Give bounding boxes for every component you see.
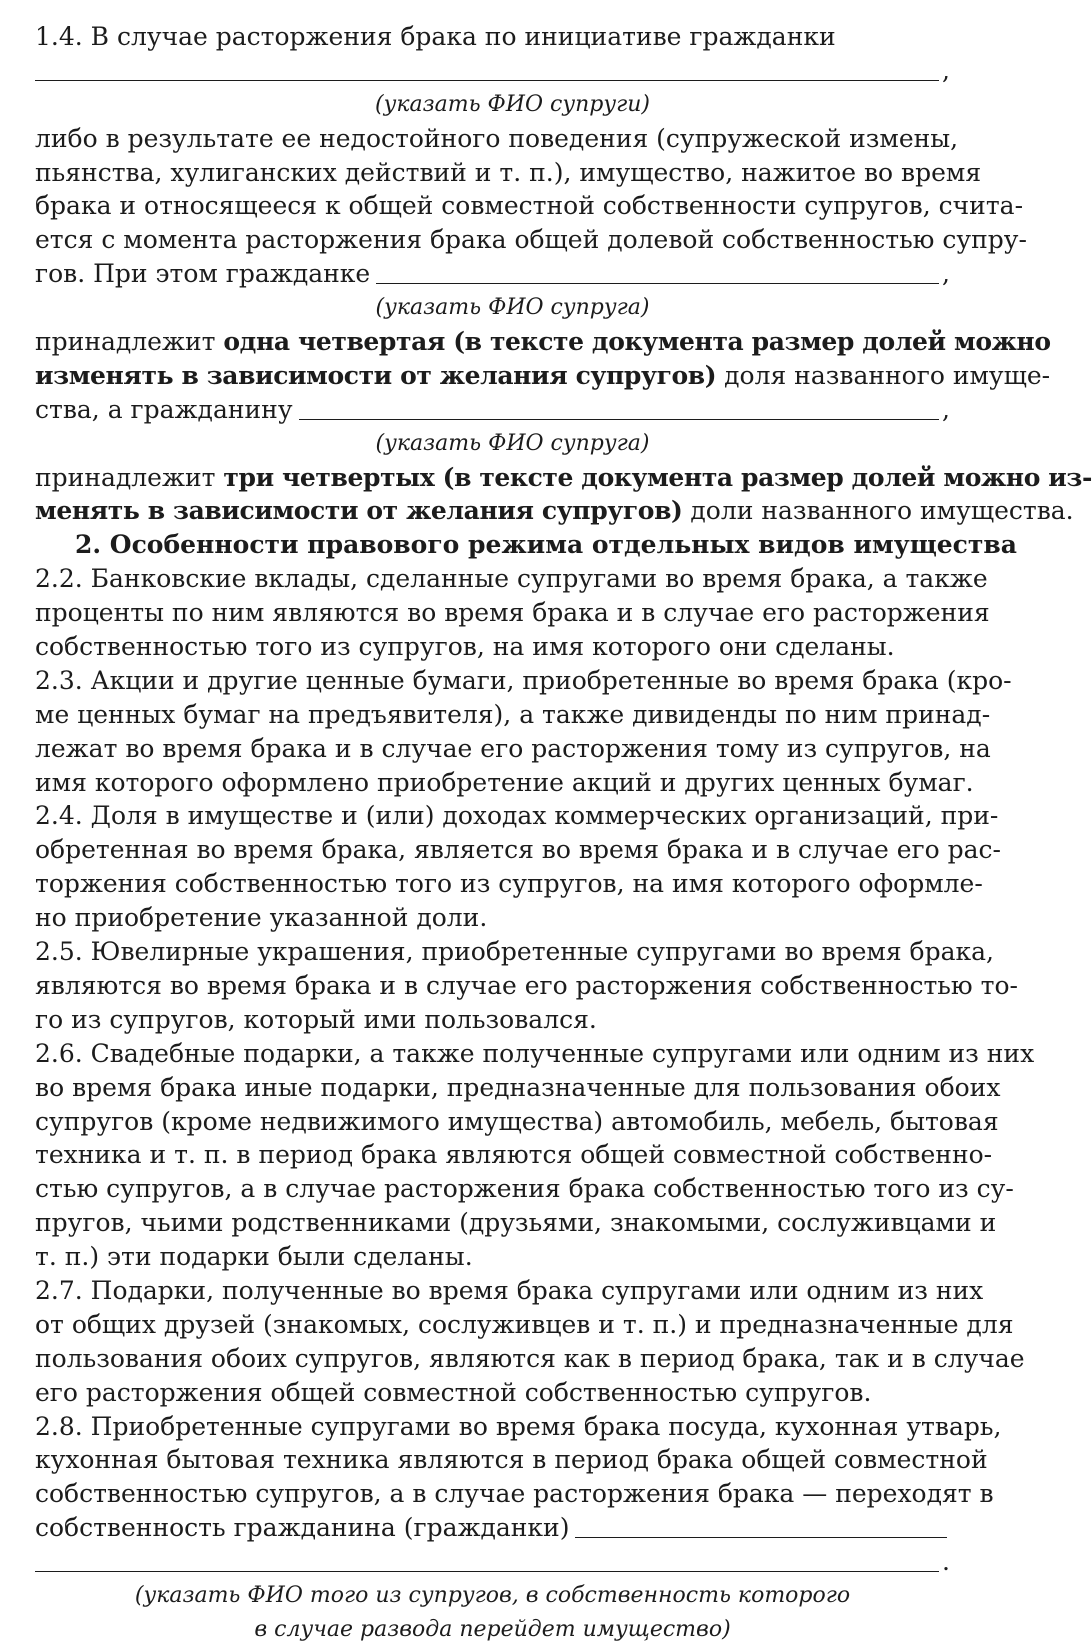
three-line-2 xyxy=(35,494,1074,528)
p26-line: пругов, чьими родственниками (друзьями, знакомыми, сослуживцами и xyxy=(35,1208,997,1238)
p28-line: кухонная бытовая техника являются в период брака общей совместной xyxy=(35,1445,988,1475)
three-line-1 xyxy=(35,461,1092,495)
comma: , xyxy=(942,55,950,85)
caption-wife: (указать ФИО супруги) xyxy=(375,91,650,117)
caption-husband-2: (указать ФИО супруга) xyxy=(375,430,650,456)
husband-name-blank-1[interactable] xyxy=(376,283,939,284)
p14-gr-prefix: гов. При этом гражданке xyxy=(35,259,371,289)
p27-line: от общих друзей (знакомых, сослуживцев и т. п.) и предназначенные для xyxy=(35,1309,1014,1339)
p26-line: т. п.) эти подарки были сделаны. xyxy=(35,1242,473,1272)
p22-line: проценты по ним являются во время брака и в случае его расторжения xyxy=(35,598,990,628)
quarter-post: доля названного имуще- xyxy=(716,360,1051,390)
owner-name-blank-2[interactable] xyxy=(35,1571,939,1572)
comma: , xyxy=(942,259,950,289)
quarter-bold-2: изменять в зависимости от желания супругов) xyxy=(35,360,717,390)
p27-line: 2.7. Подарки, полученные во время брака супругами или одним из них xyxy=(35,1275,984,1305)
p24-line: 2.4. Доля в имуществе и (или) доходах коммерческих организаций, при- xyxy=(35,801,999,831)
p28-line: 2.8. Приобретенные супругами во время брака посуда, кухонная утварь, xyxy=(35,1411,1002,1441)
p27-line: пользования обоих супругов, являются как в период брака, так и в случае xyxy=(35,1343,1025,1373)
three-bold-2: менять в зависимости от желания супругов) xyxy=(35,496,683,526)
quarter-line-1 xyxy=(35,325,1051,359)
caption-husband-1: (указать ФИО супруга) xyxy=(375,295,650,321)
wife-name-blank[interactable] xyxy=(35,80,939,81)
p24-line: торжения собственностью того из супругов, на имя которого оформле- xyxy=(35,869,983,899)
quarter-line-2 xyxy=(35,359,1051,393)
p25-line: го из супругов, который ими пользовался. xyxy=(35,1004,597,1034)
p14-line: либо в результате ее недостойного поведения (супружеской измены, xyxy=(35,123,959,153)
p23-line: имя которого оформлено приобретение акций и других ценных бумаг. xyxy=(35,767,974,797)
p14-line: ется с момента расторжения брака общей долевой собственностью супру- xyxy=(35,225,1027,255)
three-post: доли названного имущества. xyxy=(682,496,1074,526)
wife-share-line xyxy=(35,257,950,291)
citizen-prefix: ства, а гражданину xyxy=(35,394,293,424)
husband-name-blank-2[interactable] xyxy=(299,419,939,420)
p23-line: лежат во время брака и в случае его расторжения тому из супругов, на xyxy=(35,733,991,763)
p22-line: собственностью того из супругов, на имя которого они сделаны. xyxy=(35,632,895,662)
section2-heading: 2. Особенности правового режима отдельных видов имущества xyxy=(75,530,1017,560)
p14-line: пьянства, хулиганских действий и т. п.), имущество, нажитое во время xyxy=(35,157,982,187)
p27-line: его расторжения общей совместной собственностью супругов. xyxy=(35,1377,872,1407)
p26-line: техника и т. п. в период брака являются общей совместной собственно- xyxy=(35,1140,993,1170)
owner-line xyxy=(35,1511,950,1545)
comma: , xyxy=(942,394,950,424)
owner-line-2 xyxy=(35,1545,950,1579)
p24-line: но приобретение указанной доли. xyxy=(35,903,488,933)
p23-line: ме ценных бумаг на предъявителя), а также дивиденды по ним принад- xyxy=(35,699,991,729)
p26-line: супругов (кроме недвижимого имущества) автомобиль, мебель, бытовая xyxy=(35,1106,999,1136)
p23-line: 2.3. Акции и другие ценные бумаги, приобретенные во время брака (кро- xyxy=(35,665,1012,695)
p14-intro-line xyxy=(35,20,950,54)
quarter-pre: принадлежит xyxy=(35,327,224,357)
caption-owner-2: в случае развода перейдет имущество) xyxy=(254,1616,731,1642)
wife-name-line xyxy=(35,54,950,88)
husband-share-line xyxy=(35,393,950,427)
p22-line: 2.2. Банковские вклады, сделанные супругами во время брака, а также xyxy=(35,564,988,594)
owner-name-blank-1[interactable] xyxy=(575,1537,947,1538)
three-pre: принадлежит xyxy=(35,462,224,492)
p26-line: во время брака иные подарки, предназначенные для пользования обоих xyxy=(35,1072,1001,1102)
p28-owner-prefix: собственность гражданина (гражданки) xyxy=(35,1513,570,1543)
p25-line: являются во время брака и в случае его расторжения собственностью то- xyxy=(35,970,1018,1000)
p26-line: стью супругов, а в случае расторжения брака собственностью того из су- xyxy=(35,1174,1014,1204)
p24-line: обретенная во время брака, является во время брака и в случае его рас- xyxy=(35,835,1002,865)
quarter-bold-1: одна четвертая (в тексте документа размер долей можно xyxy=(223,327,1051,357)
p14-line: брака и относящееся к общей совместной собственности супругов, счита- xyxy=(35,191,1024,221)
caption-owner-1: (указать ФИО того из супругов, в собственность которого xyxy=(134,1582,851,1608)
three-bold-1: три четвертых (в тексте документа размер долей можно из- xyxy=(223,462,1092,492)
p28-line: собственностью супругов, а в случае расторжения брака — переходят в xyxy=(35,1479,994,1509)
p14-intro: 1.4. В случае расторжения брака по инициативе гражданки xyxy=(35,21,836,51)
period: . xyxy=(942,1547,950,1577)
p26-line: 2.6. Свадебные подарки, а также полученные супругами или одним из них xyxy=(35,1038,1035,1068)
p25-line: 2.5. Ювелирные украшения, приобретенные супругами во время брака, xyxy=(35,937,994,967)
